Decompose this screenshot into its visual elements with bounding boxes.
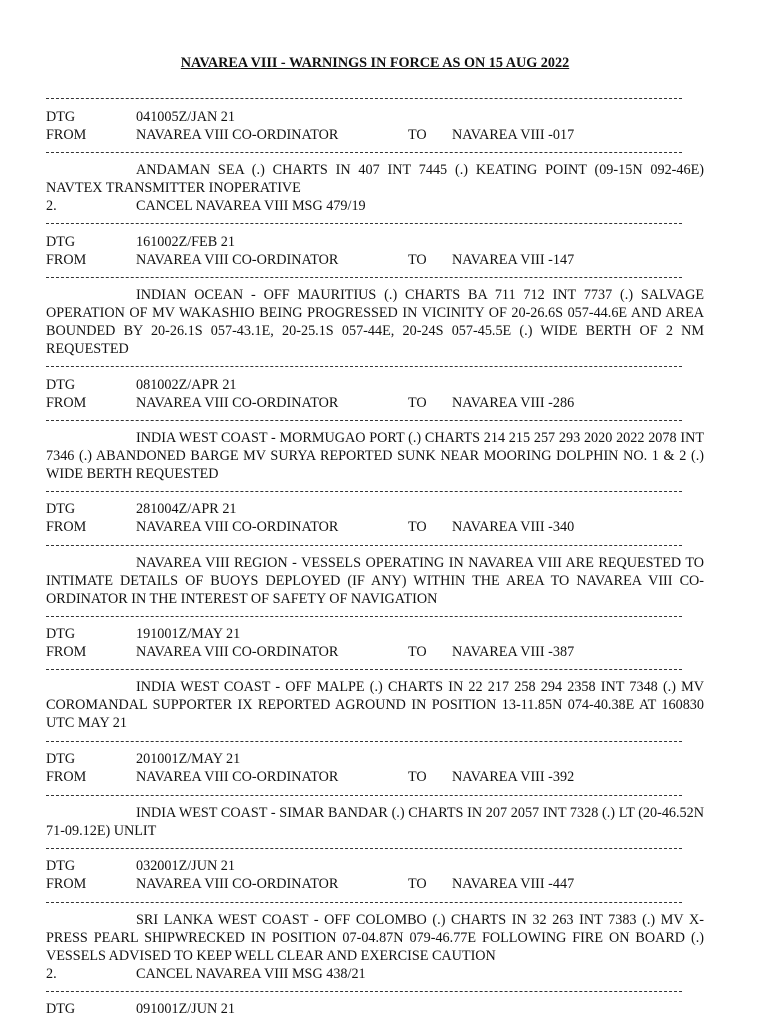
from-label: FROM xyxy=(46,876,87,892)
from-label: FROM xyxy=(46,644,87,660)
to-value: NAVAREA VIII -017 xyxy=(452,127,575,143)
dtg-value: 091001Z/JUN 21 xyxy=(136,1001,235,1017)
dtg-label: DTG xyxy=(46,626,76,642)
to-value: NAVAREA VIII -447 xyxy=(452,876,575,892)
to-label: TO xyxy=(408,876,427,892)
separator xyxy=(46,991,682,992)
to-label: TO xyxy=(408,127,427,143)
dtg-value: 081002Z/APR 21 xyxy=(136,377,237,393)
from-value: NAVAREA VIII CO-ORDINATOR xyxy=(136,519,339,535)
from-label: FROM xyxy=(46,519,87,535)
to-value: NAVAREA VIII -387 xyxy=(452,644,575,660)
from-value: NAVAREA VIII CO-ORDINATOR xyxy=(136,252,339,268)
cancel-number: 2. xyxy=(46,198,57,214)
warning-text: INDIA WEST COAST - SIMAR BANDAR (.) CHARTS IN 207 2057 INT 7328 (.) LT (20-46.52N 71-09.12E) UNLIT xyxy=(46,805,704,839)
to-label: TO xyxy=(408,769,427,785)
to-value: NAVAREA VIII -286 xyxy=(452,395,575,411)
separator xyxy=(46,741,682,742)
cancel-number: 2. xyxy=(46,966,57,982)
warning-text: INDIAN OCEAN - OFF MAURITIUS (.) CHARTS BA 711 712 INT 7737 (.) SALVAGE OPERATION OF MV WAKASHIO BEING PROGRESSED IN VICINITY OF 20-26.6S 057-44.6E AND AREA BOUNDED BY 20-26.1S 057-43.1E, 20-25.1S 057-44E, 20-24S 057-45.5E (.) WIDE BERTH OF 2 NM REQUESTED xyxy=(46,287,704,357)
separator xyxy=(46,491,682,492)
cancel-text: CANCEL NAVAREA VIII MSG 479/19 xyxy=(136,198,366,214)
separator xyxy=(46,669,682,670)
from-label: FROM xyxy=(46,395,87,411)
separator xyxy=(46,98,682,99)
separator xyxy=(46,795,682,796)
separator xyxy=(46,848,682,849)
separator xyxy=(46,420,682,421)
dtg-label: DTG xyxy=(46,234,76,250)
from-label: FROM xyxy=(46,252,87,268)
dtg-value: 281004Z/APR 21 xyxy=(136,501,237,517)
separator xyxy=(46,902,682,903)
dtg-label: DTG xyxy=(46,109,76,125)
to-value: NAVAREA VIII -147 xyxy=(452,252,575,268)
separator xyxy=(46,616,682,617)
separator xyxy=(46,223,682,224)
to-label: TO xyxy=(408,395,427,411)
from-value: NAVAREA VIII CO-ORDINATOR xyxy=(136,395,339,411)
dtg-label: DTG xyxy=(46,501,76,517)
separator xyxy=(46,366,682,367)
warning-text: INDIA WEST COAST - OFF MALPE (.) CHARTS IN 22 217 258 294 2358 INT 7348 (.) MV COROMANDAL SUPPORTER IX REPORTED AGROUND IN POSITION 13-11.85N 074-40.38E AT 160830 UTC MAY 21 xyxy=(46,679,704,731)
cancel-text: CANCEL NAVAREA VIII MSG 438/21 xyxy=(136,966,366,982)
dtg-value: 161002Z/FEB 21 xyxy=(136,234,235,250)
dtg-value: 041005Z/JAN 21 xyxy=(136,109,235,125)
to-label: TO xyxy=(408,252,427,268)
warning-text: INDIA WEST COAST - MORMUGAO PORT (.) CHARTS 214 215 257 293 2020 2022 2078 INT 7346 (.) ABANDONED BARGE MV SURYA REPORTED SUNK NEAR MOORING DOLPHIN NO. 1 & 2 (.) WIDE BERTH REQUESTED xyxy=(46,430,704,482)
dtg-value: 032001Z/JUN 21 xyxy=(136,858,235,874)
dtg-label: DTG xyxy=(46,377,76,393)
dtg-label: DTG xyxy=(46,751,76,767)
dtg-label: DTG xyxy=(46,1001,76,1017)
from-value: NAVAREA VIII CO-ORDINATOR xyxy=(136,644,339,660)
from-value: NAVAREA VIII CO-ORDINATOR xyxy=(136,876,339,892)
separator xyxy=(46,545,682,546)
from-value: NAVAREA VIII CO-ORDINATOR xyxy=(136,769,339,785)
from-value: NAVAREA VIII CO-ORDINATOR xyxy=(136,127,339,143)
warning-text: ANDAMAN SEA (.) CHARTS IN 407 INT 7445 (.) KEATING POINT (09-15N 092-46E) NAVTEX TRANSMITTER INOPERATIVE xyxy=(46,162,704,196)
to-label: TO xyxy=(408,519,427,535)
document-title: NAVAREA VIII - WARNINGS IN FORCE AS ON 15 AUG 2022 xyxy=(180,55,570,71)
separator xyxy=(46,152,682,153)
dtg-value: 191001Z/MAY 21 xyxy=(136,626,241,642)
dtg-value: 201001Z/MAY 21 xyxy=(136,751,241,767)
from-label: FROM xyxy=(46,769,87,785)
warning-text: SRI LANKA WEST COAST - OFF COLOMBO (.) CHARTS IN 32 263 INT 7383 (.) MV X-PRESS PEARL SHIPWRECKED IN POSITION 07-04.87N 079-46.77E FOLLOWING FIRE ON BOARD (.) VESSELS ADVISED TO KEEP WELL CLEAR AND EXERCISE CAUTION xyxy=(46,912,704,964)
to-value: NAVAREA VIII -392 xyxy=(452,769,575,785)
to-label: TO xyxy=(408,644,427,660)
separator xyxy=(46,277,682,278)
to-value: NAVAREA VIII -340 xyxy=(452,519,575,535)
warning-text: NAVAREA VIII REGION - VESSELS OPERATING IN NAVAREA VIII ARE REQUESTED TO INTIMATE DETAILS OF BUOYS DEPLOYED (IF ANY) WITHIN THE AREA TO NAVAREA VIII CO-ORDINATOR IN THE INTEREST OF SAFETY OF NAVIGATION xyxy=(46,555,704,607)
from-label: FROM xyxy=(46,127,87,143)
dtg-label: DTG xyxy=(46,858,76,874)
